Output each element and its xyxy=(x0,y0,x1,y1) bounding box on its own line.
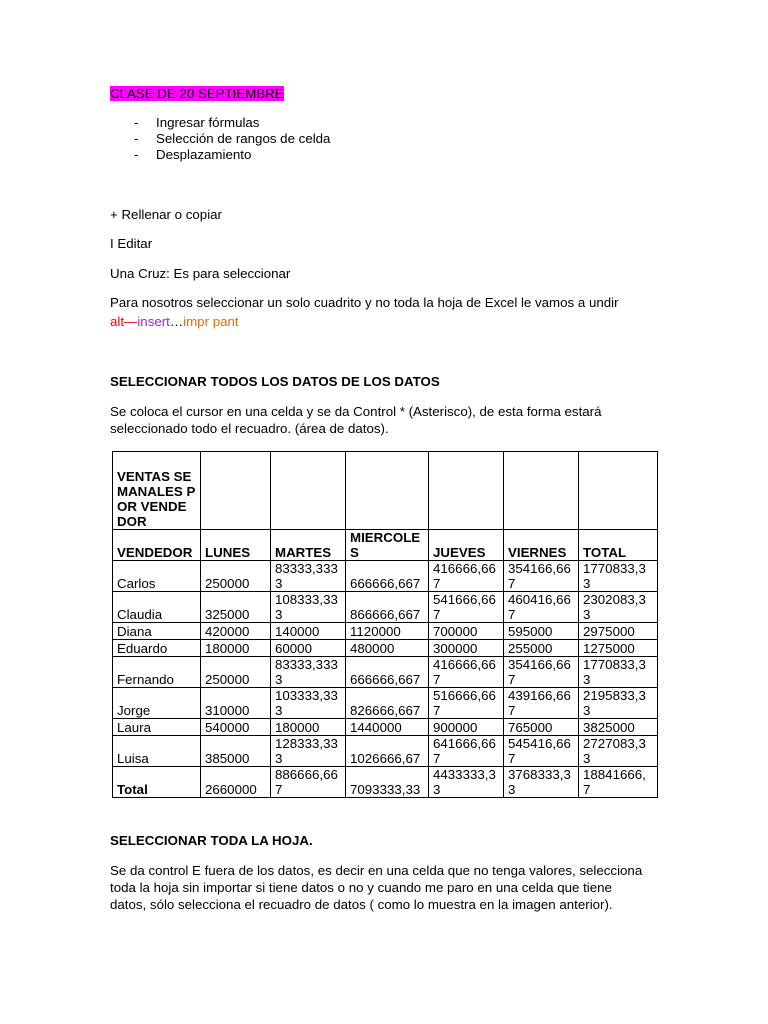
value-cell: 108333,333 xyxy=(271,592,346,623)
value-cell: 666666,667 xyxy=(346,657,429,688)
topic-list xyxy=(110,115,330,163)
table-row xyxy=(113,688,658,719)
table-row xyxy=(113,719,658,736)
value-cell: 826666,667 xyxy=(346,688,429,719)
value-cell: 666666,667 xyxy=(346,561,429,592)
empty-cell xyxy=(346,452,429,530)
table-row xyxy=(113,640,658,657)
table-row xyxy=(113,767,658,798)
value-cell: 866666,667 xyxy=(346,592,429,623)
table-caption: VENTAS SEMANALES POR VENDEDOR xyxy=(113,452,201,530)
table-row xyxy=(113,657,658,688)
value-cell: 1770833,33 xyxy=(579,657,658,688)
value-cell: 325000 xyxy=(201,592,271,623)
impr-pant-key: impr pant xyxy=(183,314,239,329)
list-item xyxy=(110,131,330,147)
table-caption-row xyxy=(113,452,658,530)
bullet-marker: - xyxy=(134,131,139,146)
value-cell: 1120000 xyxy=(346,623,429,640)
value-cell: 541666,667 xyxy=(429,592,504,623)
vendor-cell: Fernando xyxy=(113,657,201,688)
value-cell: 1770833,33 xyxy=(579,561,658,592)
title-highlight: CLASE DE 20 SEPTIEMBRE xyxy=(110,86,284,101)
value-cell: 3825000 xyxy=(579,719,658,736)
value-cell: 385000 xyxy=(201,736,271,767)
list-item-text: Selección de rangos de celda xyxy=(156,131,331,146)
table-row xyxy=(113,623,658,640)
note-editar: I Editar xyxy=(110,236,153,251)
value-cell: 4433333,33 xyxy=(429,767,504,798)
value-cell: 2727083,33 xyxy=(579,736,658,767)
header-cell: MARTES xyxy=(271,530,346,561)
value-cell: 700000 xyxy=(429,623,504,640)
value-cell: 83333,3333 xyxy=(271,561,346,592)
header-cell: VIERNES xyxy=(504,530,579,561)
keyboard-shortcut xyxy=(110,314,239,329)
section2-text: Se da control E fuera de los datos, es decir en una celda que no tenga valores, selecciona toda la hoja sin importar si tiene datos o no y cuando me paro en una celda que tiene datos, sólo selecciona el recuadro de datos ( como lo muestra en la imagen anterior). xyxy=(110,863,643,912)
value-cell: 2195833,33 xyxy=(579,688,658,719)
table-row xyxy=(113,736,658,767)
vendor-cell: Claudia xyxy=(113,592,201,623)
value-cell: 180000 xyxy=(271,719,346,736)
value-cell: 540000 xyxy=(201,719,271,736)
value-cell: 140000 xyxy=(271,623,346,640)
alt-key: alt— xyxy=(110,314,138,329)
value-cell: 83333,3333 xyxy=(271,657,346,688)
note-seleccionar-cuadrito: Para nosotros seleccionar un solo cuadrito y no toda la hoja de Excel le vamos a undir xyxy=(110,295,619,310)
empty-cell xyxy=(429,452,504,530)
value-cell: 420000 xyxy=(201,623,271,640)
value-cell: 595000 xyxy=(504,623,579,640)
value-cell: 480000 xyxy=(346,640,429,657)
table-body xyxy=(113,561,658,798)
vendor-cell: Laura xyxy=(113,719,201,736)
vendor-cell: Eduardo xyxy=(113,640,201,657)
vendor-cell: Total xyxy=(113,767,201,798)
header-cell: JUEVES xyxy=(429,530,504,561)
ellipsis: … xyxy=(169,314,184,329)
value-cell: 416666,667 xyxy=(429,561,504,592)
value-cell: 250000 xyxy=(201,657,271,688)
value-cell: 1440000 xyxy=(346,719,429,736)
value-cell: 250000 xyxy=(201,561,271,592)
value-cell: 439166,667 xyxy=(504,688,579,719)
value-cell: 460416,667 xyxy=(504,592,579,623)
empty-cell xyxy=(271,452,346,530)
value-cell: 3768333,33 xyxy=(504,767,579,798)
vendor-cell: Luisa xyxy=(113,736,201,767)
note-cruz: Una Cruz: Es para seleccionar xyxy=(110,266,291,281)
value-cell: 1275000 xyxy=(579,640,658,657)
table-row xyxy=(113,561,658,592)
list-item xyxy=(110,115,330,131)
value-cell: 900000 xyxy=(429,719,504,736)
empty-cell xyxy=(579,452,658,530)
list-item xyxy=(110,147,330,163)
value-cell: 545416,667 xyxy=(504,736,579,767)
value-cell: 7093333,33 xyxy=(346,767,429,798)
header-cell: TOTAL xyxy=(579,530,658,561)
header-cell: MIERCOLES xyxy=(346,530,429,561)
value-cell: 886666,667 xyxy=(271,767,346,798)
section2-heading: SELECCIONAR TODA LA HOJA. xyxy=(110,833,313,848)
page-title xyxy=(110,86,284,101)
value-cell: 300000 xyxy=(429,640,504,657)
insert-key: insert xyxy=(137,314,170,329)
bullet-marker: - xyxy=(134,147,139,162)
value-cell: 103333,333 xyxy=(271,688,346,719)
empty-cell xyxy=(201,452,271,530)
value-cell: 2302083,33 xyxy=(579,592,658,623)
value-cell: 310000 xyxy=(201,688,271,719)
value-cell: 765000 xyxy=(504,719,579,736)
sales-table xyxy=(112,451,658,798)
value-cell: 416666,667 xyxy=(429,657,504,688)
vendor-cell: Diana xyxy=(113,623,201,640)
value-cell: 60000 xyxy=(271,640,346,657)
list-item-text: Desplazamiento xyxy=(156,147,252,162)
list-item-text: Ingresar fórmulas xyxy=(156,115,260,130)
value-cell: 2660000 xyxy=(201,767,271,798)
value-cell: 255000 xyxy=(504,640,579,657)
value-cell: 641666,667 xyxy=(429,736,504,767)
header-cell: LUNES xyxy=(201,530,271,561)
vendor-cell: Carlos xyxy=(113,561,201,592)
empty-cell xyxy=(504,452,579,530)
value-cell: 2975000 xyxy=(579,623,658,640)
note-rellenar: + Rellenar o copiar xyxy=(110,207,222,222)
bullet-marker: - xyxy=(134,115,139,130)
value-cell: 354166,667 xyxy=(504,561,579,592)
value-cell: 516666,667 xyxy=(429,688,504,719)
table-header-row xyxy=(113,530,658,561)
value-cell: 354166,667 xyxy=(504,657,579,688)
header-cell: VENDEDOR xyxy=(113,530,201,561)
value-cell: 180000 xyxy=(201,640,271,657)
value-cell: 1026666,67 xyxy=(346,736,429,767)
table-row xyxy=(113,592,658,623)
vendor-cell: Jorge xyxy=(113,688,201,719)
section1-heading: SELECCIONAR TODOS LOS DATOS DE LOS DATOS xyxy=(110,374,440,389)
value-cell: 18841666,7 xyxy=(579,767,658,798)
section1-text: Se coloca el cursor en una celda y se da Control * (Asterisco), de esta forma estará seleccionado todo el recuadro. (área de datos). xyxy=(110,404,602,436)
value-cell: 128333,333 xyxy=(271,736,346,767)
